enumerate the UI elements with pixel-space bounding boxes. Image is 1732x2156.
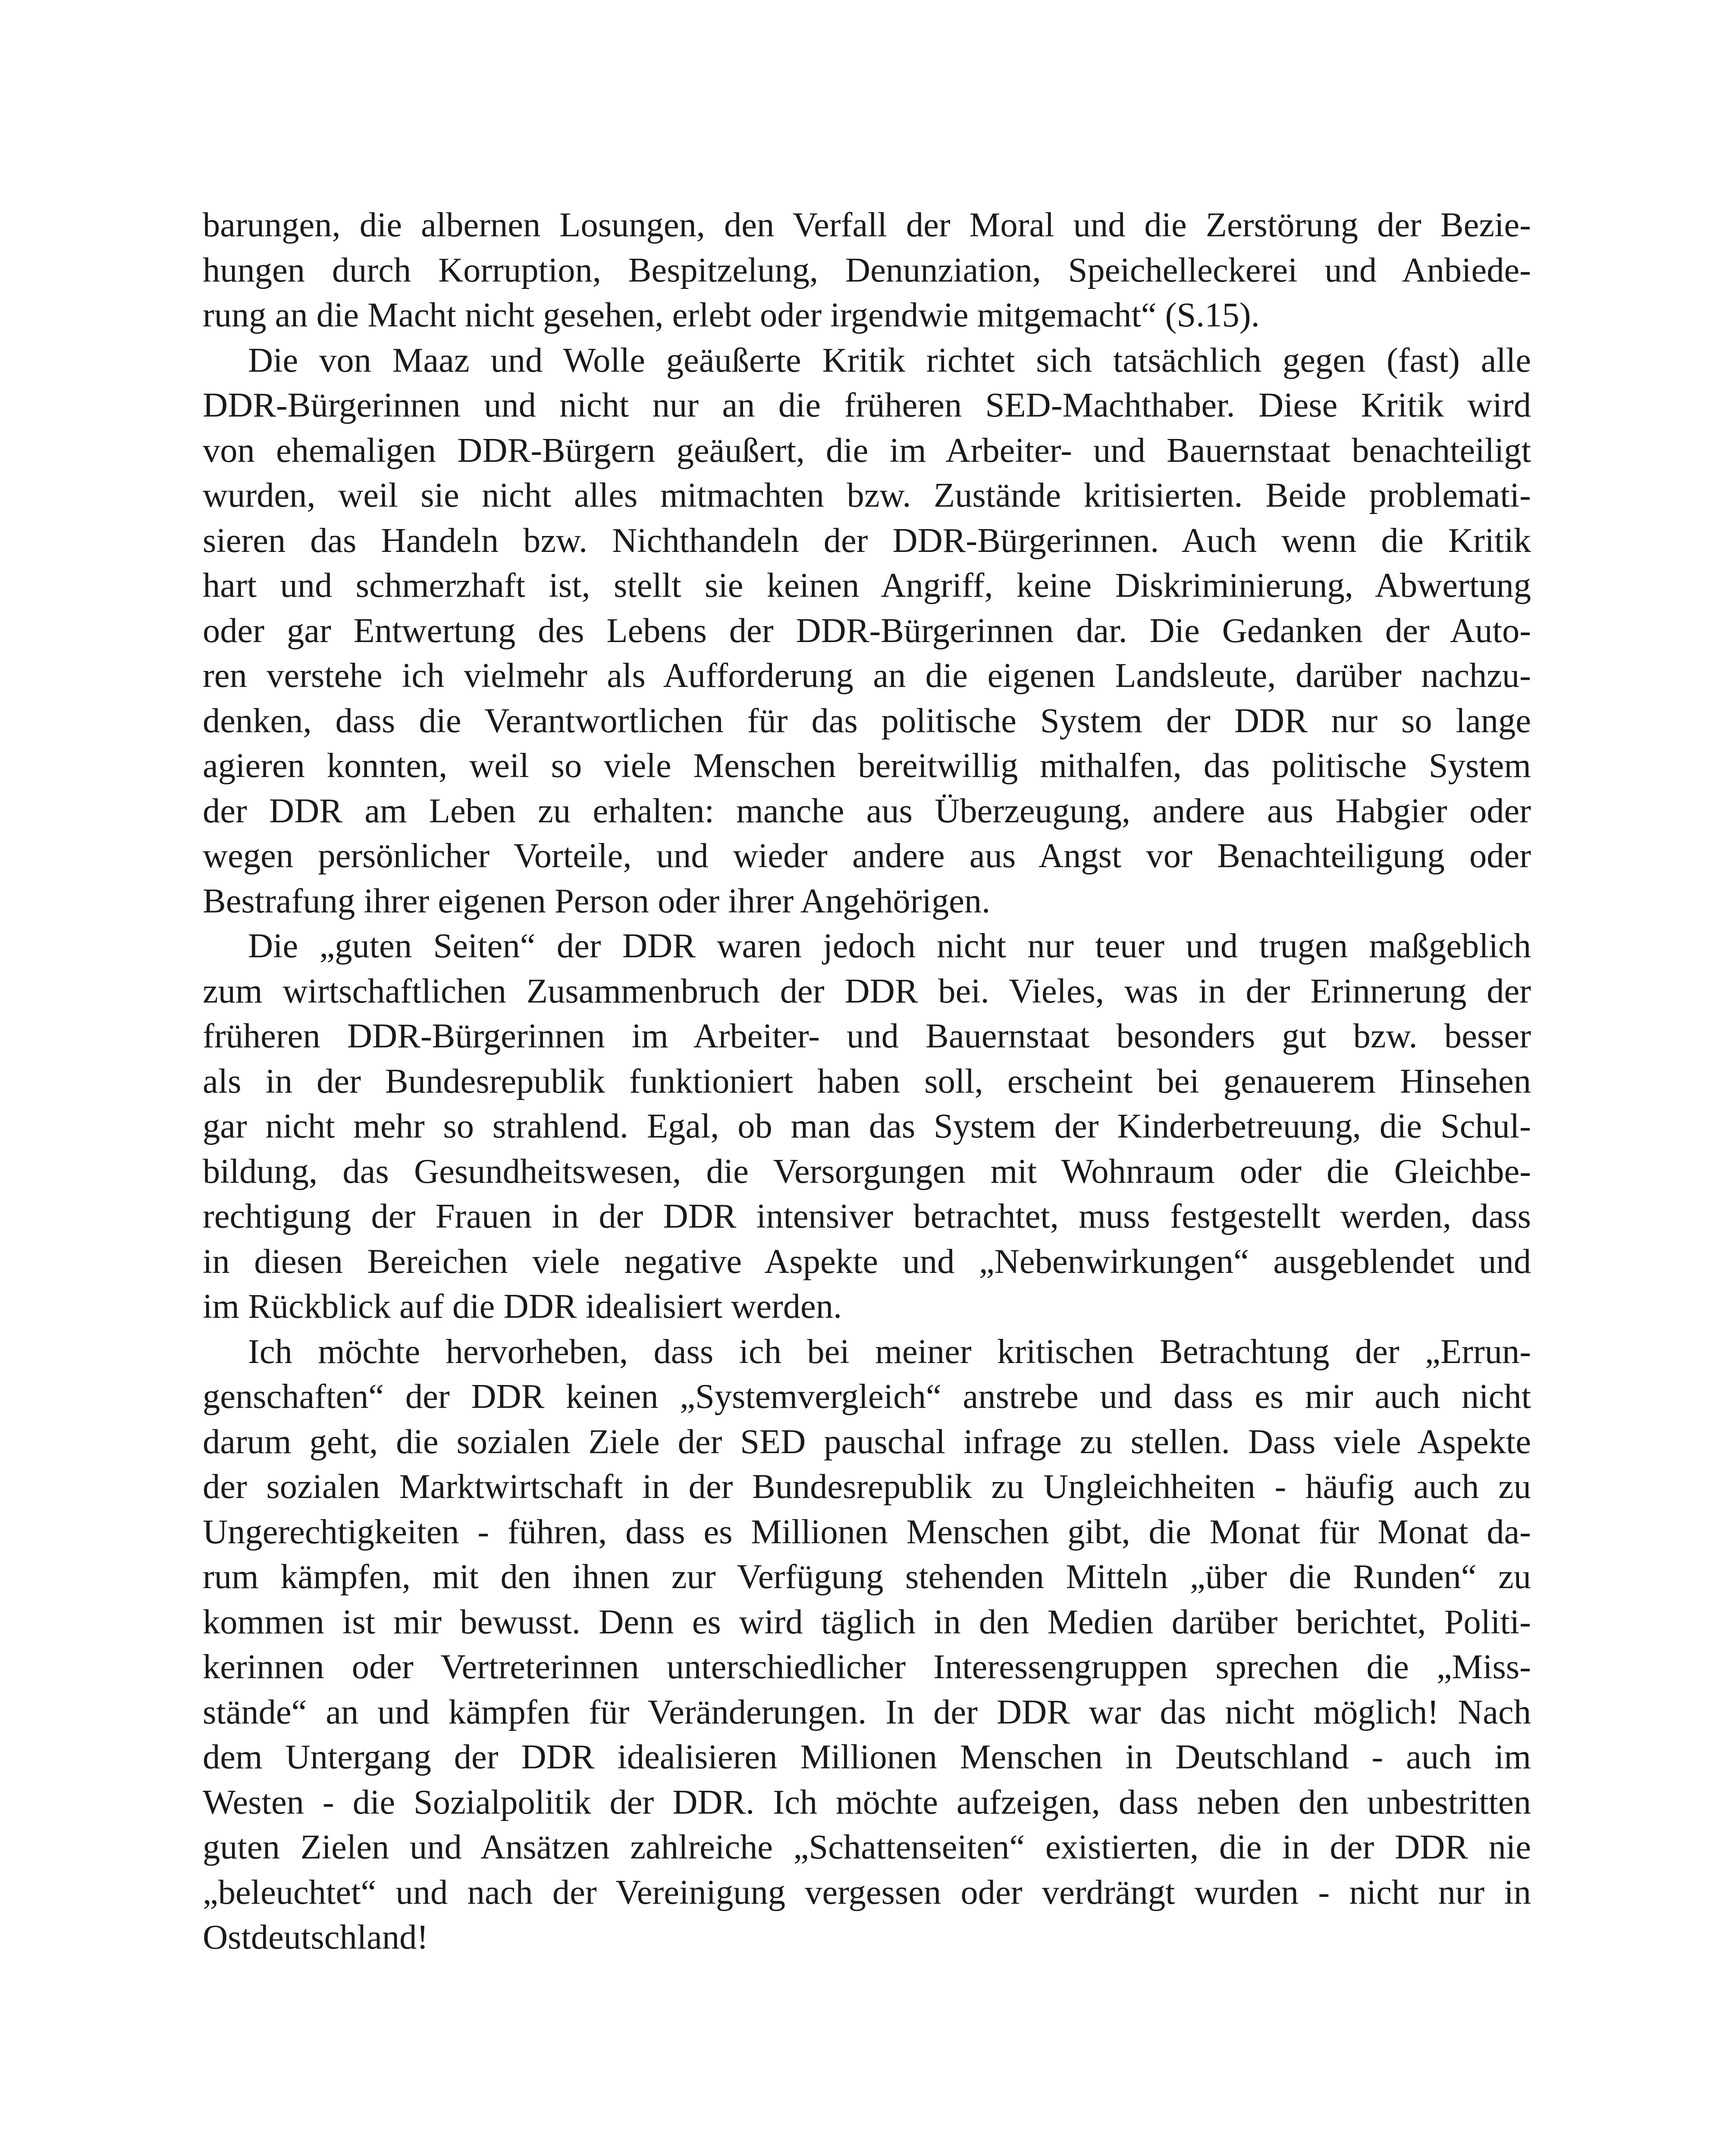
text-line: Westen - die Sozialpolitik der DDR. Ich möchte aufzeigen, dass neben den unbestritten [203, 1783, 1531, 1821]
text-line: DDR-Bürgerinnen und nicht nur an die früheren SED-Machthaber. Diese Kritik wird [203, 386, 1531, 424]
text-line: in diesen Bereichen viele negative Aspekte und „Nebenwirkungen“ ausgeblendet und [203, 1242, 1531, 1281]
text-line: zum wirtschaftlichen Zusammenbruch der DDR bei. Vieles, was in der Erinnerung der [203, 971, 1531, 1010]
text-line: bildung, das Gesundheitswesen, die Versorgungen mit Wohnraum oder die Gleichbe- [203, 1152, 1531, 1191]
text-line: denken, dass die Verantwortlichen für das politische System der DDR nur so lange [203, 701, 1531, 740]
text-line: stände“ an und kämpfen für Veränderungen. In der DDR war das nicht möglich! Nach [203, 1692, 1531, 1731]
text-line: „beleuchtet“ und nach der Vereinigung vergessen oder verdrängt wurden - nicht nur in [203, 1873, 1531, 1912]
text-line: darum geht, die sozialen Ziele der SED pauschal infrage zu stellen. Dass viele Aspekte [203, 1422, 1531, 1461]
text-line: guten Zielen und Ansätzen zahlreiche „Schattenseiten“ existierten, die in der DDR nie [203, 1828, 1531, 1866]
text-line: ren verstehe ich vielmehr als Aufforderung an die eigenen Landsleute, darüber nachzu- [203, 656, 1531, 695]
text-line: Bestrafung ihrer eigenen Person oder ihrer Angehörigen. [203, 881, 991, 920]
text-line: Die „guten Seiten“ der DDR waren jedoch nicht nur teuer und trugen maßgeblich [248, 927, 1531, 965]
text-line: sieren das Handeln bzw. Nichthandeln der DDR-Bürgerinnen. Auch wenn die Kritik [203, 521, 1531, 560]
text-line: Ich möchte hervorheben, dass ich bei meiner kritischen Betrachtung der „Errun- [248, 1332, 1531, 1371]
text-line: als in der Bundesrepublik funktioniert haben soll, erscheint bei genauerem Hinsehen [203, 1062, 1531, 1100]
text-line: Die von Maaz und Wolle geäußerte Kritik richtet sich tatsächlich gegen (fast) alle [248, 341, 1531, 379]
paragraph-2 [203, 338, 1531, 924]
text-line: von ehemaligen DDR-Bürgern geäußert, die im Arbeiter- und Bauernstaat benachteiligt [203, 431, 1531, 470]
text-line: barungen, die albernen Losungen, den Verfall der Moral und die Zerstörung der Bezie- [203, 206, 1531, 244]
paragraph-4 [203, 1329, 1531, 1960]
body-text [203, 203, 1531, 1960]
text-line: rum kämpfen, mit den ihnen zur Verfügung stehenden Mitteln „über die Runden“ zu [203, 1557, 1531, 1596]
text-line: wurden, weil sie nicht alles mitmachten bzw. Zustände kritisierten. Beide problemati- [203, 476, 1531, 514]
text-line: der sozialen Marktwirtschaft in der Bundesrepublik zu Ungleichheiten - häufig auch zu [203, 1467, 1531, 1506]
text-line: rung an die Macht nicht gesehen, erlebt oder irgendwie mitgemacht“ (S.15). [203, 296, 1260, 334]
text-line: Ungerechtigkeiten - führen, dass es Millionen Menschen gibt, die Monat für Monat da- [203, 1512, 1531, 1551]
text-line: rechtigung der Frauen in der DDR intensiver betrachtet, muss festgestellt werden, dass [203, 1197, 1531, 1235]
text-line: gar nicht mehr so strahlend. Egal, ob man das System der Kinderbetreuung, die Schul- [203, 1107, 1531, 1145]
paragraph-1 [203, 203, 1531, 338]
text-line: kommen ist mir bewusst. Denn es wird täglich in den Medien darüber berichtet, Politi- [203, 1602, 1531, 1641]
paragraph-3 [203, 924, 1531, 1329]
text-line: dem Untergang der DDR idealisieren Millionen Menschen in Deutschland - auch im [203, 1738, 1531, 1776]
text-line: kerinnen oder Vertreterinnen unterschiedlicher Interessengruppen sprechen die „Miss- [203, 1648, 1531, 1686]
text-line: wegen persönlicher Vorteile, und wieder andere aus Angst vor Benachteiligung oder [203, 837, 1531, 875]
text-line: der DDR am Leben zu erhalten: manche aus Überzeugung, andere aus Habgier oder [203, 791, 1531, 830]
text-line: früheren DDR-Bürgerinnen im Arbeiter- und Bauernstaat besonders gut bzw. besser [203, 1017, 1531, 1055]
text-line: genschaften“ der DDR keinen „Systemvergleich“ anstrebe und dass es mir auch nicht [203, 1377, 1531, 1416]
text-line: oder gar Entwertung des Lebens der DDR-Bürgerinnen dar. Die Gedanken der Auto- [203, 611, 1531, 650]
text-line: hart und schmerzhaft ist, stellt sie keinen Angriff, keine Diskriminierung, Abwertung [203, 566, 1531, 605]
text-line: Ostdeutschland! [203, 1918, 429, 1956]
text-line: agieren konnten, weil so viele Menschen bereitwillig mithalfen, das politische System [203, 746, 1531, 785]
text-line: im Rückblick auf die DDR idealisiert werden. [203, 1287, 842, 1326]
text-line: hungen durch Korruption, Bespitzelung, Denunziation, Speichelleckerei und Anbiede- [203, 251, 1531, 289]
